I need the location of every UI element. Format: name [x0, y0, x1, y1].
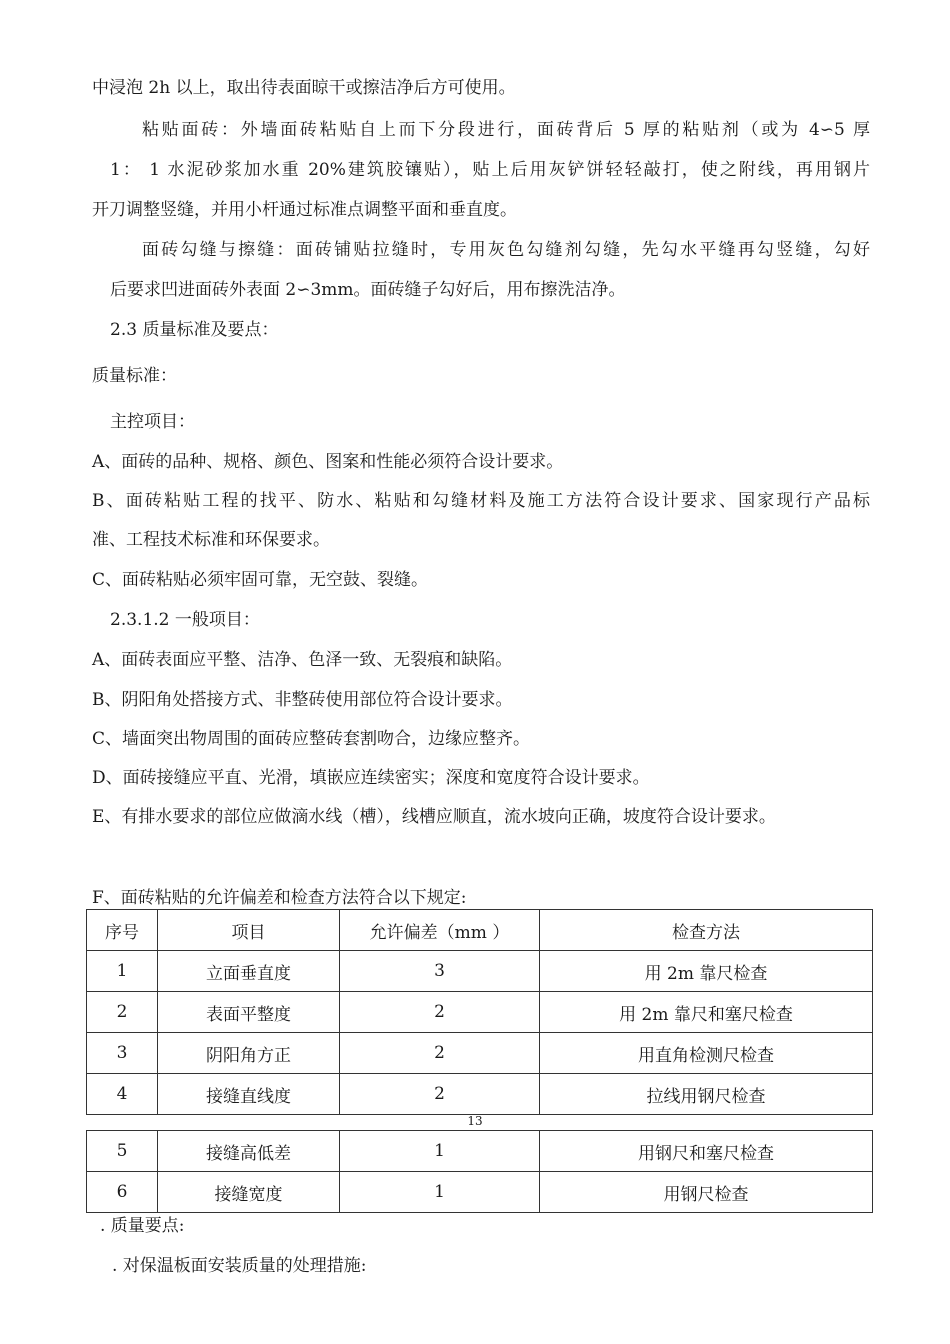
table-row — [87, 1131, 873, 1172]
table-cell: 2 — [340, 1033, 540, 1074]
table-cell: 4 — [87, 1074, 158, 1115]
table-cell: 5 — [87, 1131, 158, 1172]
list-item: B、阴阳角处搭接方式、非整砖使用部位符合设计要求。 — [92, 690, 513, 710]
column-header: 项目 — [158, 910, 340, 951]
table-cell: 阴阳角方正 — [158, 1033, 340, 1074]
table-cell: 立面垂直度 — [158, 951, 340, 992]
table-row — [87, 951, 873, 992]
text-line: 中浸泡 2h 以上，取出待表面晾干或擦洁净后方可使用。 — [92, 78, 516, 98]
list-item: A、面砖表面应平整、洁净、色泽一致、无裂痕和缺陷。 — [92, 650, 513, 670]
table-row — [87, 1033, 873, 1074]
table-header-row — [87, 910, 873, 951]
list-item: B、面砖粘贴工程的找平、防水、粘贴和勾缝材料及施工方法符合设计要求、国家现行产品标 — [92, 491, 870, 511]
list-item: F、面砖粘贴的允许偏差和检查方法符合以下规定: — [92, 888, 467, 908]
table-cell: 1 — [87, 951, 158, 992]
table-cell: 接缝直线度 — [158, 1074, 340, 1115]
table-cell: 6 — [87, 1172, 158, 1213]
table-cell: 1 — [340, 1172, 540, 1213]
table-cell: 用钢尺检查 — [540, 1172, 873, 1213]
list-item: C、墙面突出物周围的面砖应整砖套割吻合，边缘应整齐。 — [92, 729, 531, 749]
table-cell: 3 — [87, 1033, 158, 1074]
text-line: 1： 1 水泥砂浆加水重 20%建筑胶镶贴），贴上后用灰铲饼轻轻敲打，使之附线，再用钢片 — [110, 160, 870, 180]
list-item: D、面砖接缝应平直、光滑，填嵌应连续密实；深度和宽度符合设计要求。 — [92, 768, 650, 788]
section-heading: 质量标准： — [92, 366, 177, 386]
text-line: 后要求凹进面砖外表面 2∽3mm。面砖缝子勾好后，用布擦洗洁净。 — [110, 280, 626, 300]
text-line: 开刀调整竖缝，并用小杆通过标准点调整平面和垂直度。 — [92, 200, 517, 220]
table-cell: 接缝宽度 — [158, 1172, 340, 1213]
page-number: 13 — [467, 1114, 483, 1128]
table-cell: 2 — [340, 1074, 540, 1115]
section-heading: 主控项目： — [110, 412, 195, 432]
text-line: 面砖勾缝与擦缝：面砖铺贴拉缝时，专用灰色勾缝剂勾缝，先勾水平缝再勾竖缝，勾好 — [142, 240, 870, 260]
column-header: 序号 — [87, 910, 158, 951]
table-cell: 3 — [340, 951, 540, 992]
section-heading: 2.3 质量标准及要点： — [110, 320, 279, 340]
list-item: A、面砖的品种、规格、颜色、图案和性能必须符合设计要求。 — [92, 452, 564, 472]
table-cell: 1 — [340, 1131, 540, 1172]
table-cell: 拉线用钢尺检查 — [540, 1074, 873, 1115]
table-cell: 用直角检测尺检查 — [540, 1033, 873, 1074]
table-row — [87, 992, 873, 1033]
column-header: 允许偏差（mm ） — [340, 910, 540, 951]
table-cell: 用 2m 靠尺和塞尺检查 — [540, 992, 873, 1033]
table-cell: 用钢尺和塞尺检查 — [540, 1131, 873, 1172]
section-heading: . 质量要点: — [100, 1216, 185, 1236]
list-item: 准、工程技术标准和环保要求。 — [92, 530, 330, 550]
section-heading: 2.3.1.2 一般项目： — [110, 610, 260, 630]
column-header: 检查方法 — [540, 910, 873, 951]
table-cell: 表面平整度 — [158, 992, 340, 1033]
tolerance-table — [86, 909, 873, 1115]
table-cell: 接缝高低差 — [158, 1131, 340, 1172]
table-cell: 2 — [87, 992, 158, 1033]
table-row — [87, 1172, 873, 1213]
section-heading: . 对保温板面安装质量的处理措施: — [112, 1256, 367, 1276]
list-item: E、有排水要求的部位应做滴水线（槽），线槽应顺直，流水坡向正确，坡度符合设计要求。 — [92, 807, 776, 827]
tolerance-table-continued — [86, 1130, 873, 1213]
table-cell: 用 2m 靠尺检查 — [540, 951, 873, 992]
list-item: C、面砖粘贴必须牢固可靠，无空鼓、裂缝。 — [92, 570, 429, 590]
text-line: 粘贴面砖：外墙面砖粘贴自上而下分段进行，面砖背后 5 厚的粘贴剂（或为 4∽5 厚 — [142, 120, 870, 140]
table-cell: 2 — [340, 992, 540, 1033]
table-row — [87, 1074, 873, 1115]
